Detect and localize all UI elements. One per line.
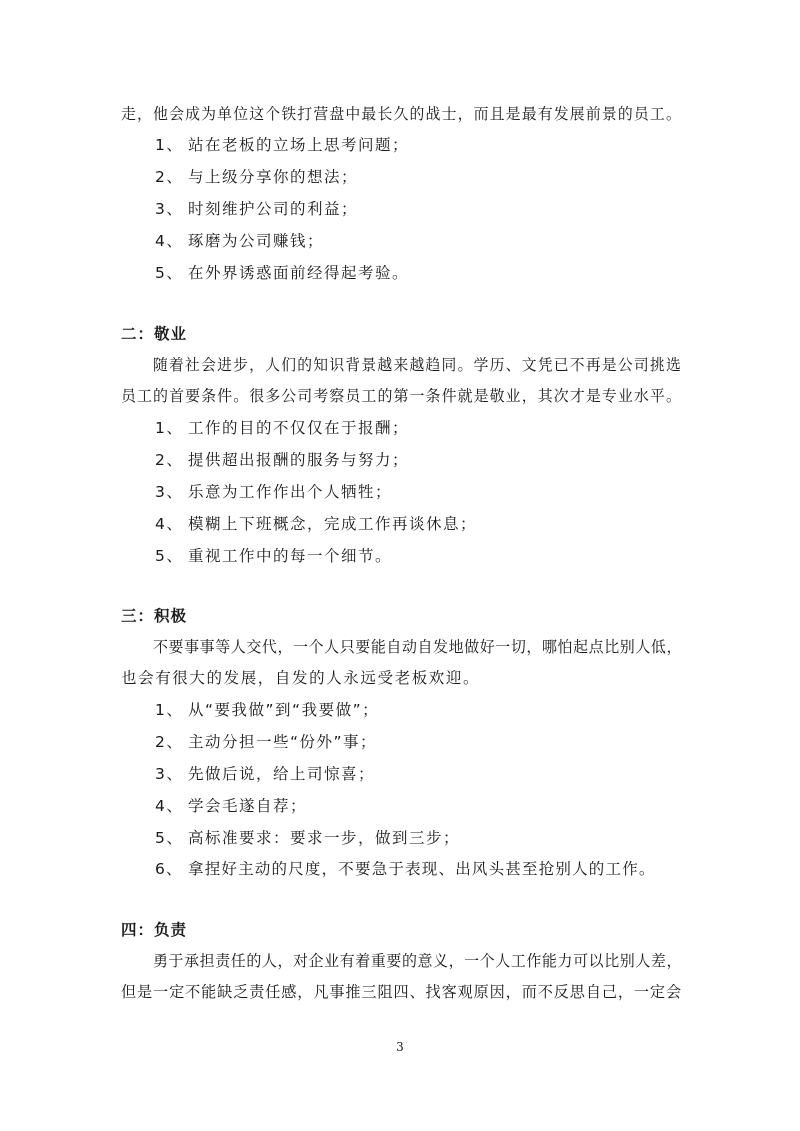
list-text: 站在老板的立场上思考问题； [188,136,410,154]
list-number: 2、 [155,451,184,469]
paragraph-line: 也会有很大的发展，自发的人永远受老板欢迎。 [121,669,481,687]
list-number: 5、 [155,547,184,565]
list-number: 5、 [155,264,184,282]
list-item [155,513,477,535]
paragraph-line: 但是一定不能缺乏责任感，凡事推三阻四、找客观原因，而不反思自己，一定会 [121,983,682,1001]
paragraph-line: 勇于承担责任的人，对企业有着重要的意义，一个人工作能力可以比别人差， [153,952,682,970]
paragraph-line: 随着社会进步，人们的知识背景越来越趋同。学历、文凭已不再是公司挑选 [153,356,682,374]
paragraph-line: 员工的首要条件。很多公司考察员工的第一条件就是敬业，其次才是专业水平。 [121,387,682,405]
list-number: 1、 [155,419,184,437]
list-item [155,134,409,156]
list-number: 5、 [155,829,184,847]
list-item [155,763,375,785]
list-text: 与上级分享你的想法； [188,168,359,186]
list-number: 2、 [155,168,184,186]
list-text: 高标准要求：要求一步，做到三步； [188,829,461,847]
list-text: 工作的目的不仅仅在于报酬； [188,419,410,437]
list-text: 重视工作中的每一个细节。 [188,547,393,565]
list-text: 模糊上下班概念，完成工作再谈休息； [188,515,478,533]
list-number: 3、 [155,483,184,501]
list-text: 乐意为工作作出个人牺牲； [188,483,393,501]
list-text: 拿捏好主动的尺度，不要急于表现、出风头甚至抢别人的工作。 [188,860,656,878]
paragraph-line: 走，他会成为单位这个铁打营盘中最长久的战士，而且是最有发展前景的员工。 [121,105,682,123]
list-item [155,262,409,284]
list-item [155,699,379,721]
list-text: 主动分担一些“份外”事； [188,733,378,751]
list-text: 提供超出报酬的服务与努力； [188,451,410,469]
list-item [155,166,358,188]
section-heading: 四：负责 [121,921,188,939]
page-number: 3 [396,1040,404,1054]
list-number: 1、 [155,701,184,719]
list-number: 6、 [155,860,183,878]
list-number: 4、 [155,797,184,815]
list-text: 从“要我做”到“我要做”； [188,701,380,719]
section-heading: 二：敬业 [121,325,188,343]
paragraph-line: 不要事事等人交代，一个人只要能自动自发地做好一切，哪怕起点比别人低， [153,638,682,656]
list-text: 时刻维护公司的利益； [188,200,359,218]
list-item [155,198,358,220]
list-item [155,858,656,880]
list-item [155,449,409,471]
list-number: 1、 [155,136,184,154]
list-text: 先做后说，给上司惊喜； [188,765,376,783]
list-item [155,795,307,817]
list-text: 琢磨为公司赚钱； [188,232,325,250]
list-item [155,481,392,503]
list-text: 在外界诱惑面前经得起考验。 [188,264,410,282]
list-item [155,827,460,849]
list-number: 2、 [155,733,184,751]
list-text: 学会毛遂自荐； [188,797,308,815]
list-number: 4、 [155,515,184,533]
list-item [155,731,377,753]
list-item [155,545,392,567]
list-item [155,417,409,439]
list-number: 4、 [155,232,184,250]
list-number: 3、 [155,200,184,218]
section-heading: 三：积极 [121,607,188,625]
list-number: 3、 [155,765,184,783]
list-item [155,230,324,252]
